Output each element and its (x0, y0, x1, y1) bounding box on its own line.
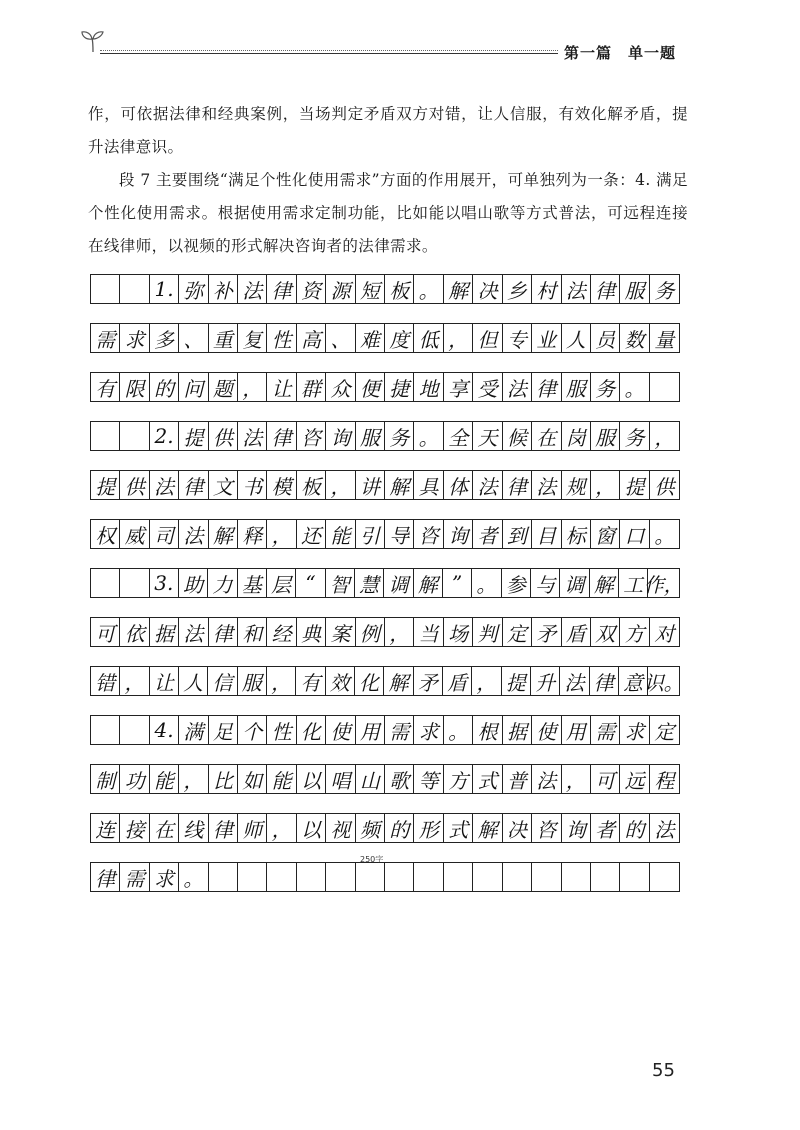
header-rule (100, 53, 558, 54)
grid-cell: ” (443, 569, 472, 597)
grid-cell: 能 (326, 520, 355, 548)
grid-cell: 师 (238, 814, 267, 842)
grid-cell: 解 (384, 667, 413, 695)
grid-cell: 律 (532, 373, 561, 401)
grid-cell: 需 (385, 716, 414, 744)
grid-cell: 远 (620, 765, 649, 793)
grid-cell: 咨 (297, 422, 326, 450)
grid-cell: 使 (326, 716, 355, 744)
grid-cell: 人 (562, 324, 591, 352)
grid-cell: 判 (473, 618, 502, 646)
grid-cell: 量 (654, 327, 675, 352)
grid-cell: 频 (356, 814, 385, 842)
grid-cell: ， (267, 667, 296, 695)
grid-cell: 律 (590, 667, 619, 695)
grid-cell: 难 (356, 324, 385, 352)
grid-cell: 服 (620, 275, 649, 303)
grid-row (90, 372, 680, 402)
grid-cell (356, 863, 385, 891)
grid-row (90, 764, 680, 794)
grid-cell: 律 (179, 471, 208, 499)
grid-cell: 提 (179, 422, 208, 450)
grid-cell (91, 422, 120, 450)
grid-cell: 例 (356, 618, 385, 646)
grid-cell: 。 (620, 373, 649, 401)
grid-row (90, 519, 680, 549)
grid-cell: 效 (326, 667, 355, 695)
grid-cell: 供 (654, 474, 675, 499)
grid-cell: 岗 (562, 422, 591, 450)
grid-cell: 板 (297, 471, 326, 499)
grid-cell (503, 863, 532, 891)
grid-row (90, 617, 680, 647)
grid-cell: 文 (209, 471, 238, 499)
grid-cell: “ (296, 569, 325, 597)
grid-cell: 务 (385, 422, 414, 450)
grid-cell: 求 (120, 324, 149, 352)
paragraph-2: 段 7 主要围绕“满足个性化使用需求”方面的作用展开，可单独列为一条：4. 满足个性化使用需求。根据使用需求定制功能，比如能以唱山歌等方式普法，可远程连接在线律师，以视频的形式解决咨询者的法律需求。 (88, 171, 688, 255)
grid-cell: 询 (326, 422, 355, 450)
grid-cell: 务 (620, 422, 649, 450)
grid-cell: 服 (562, 373, 591, 401)
grid-cell: 模 (267, 471, 296, 499)
grid-cell: 需 (91, 324, 120, 352)
grid-cell: 能 (267, 765, 296, 793)
grid-cell: 司 (150, 520, 179, 548)
grid-cell: 调 (560, 569, 589, 597)
grid-cell (650, 863, 679, 891)
grid-cell (473, 863, 502, 891)
grid-cell: 双 (591, 618, 620, 646)
grid-cell: 普 (503, 765, 532, 793)
grid-cell: 法 (473, 471, 502, 499)
grid-cell: 矛 (532, 618, 561, 646)
grid-cell: 威 (120, 520, 149, 548)
grid-cell: 据 (150, 618, 179, 646)
grid-row (90, 568, 684, 598)
header-dotted-rule (100, 50, 558, 51)
grid-cell: 与 (531, 569, 560, 597)
grid-cell: ， (238, 373, 267, 401)
grid-cell: 员 (591, 324, 620, 352)
grid-cell: 律 (267, 275, 296, 303)
grid-row (90, 274, 680, 304)
grid-cell: 口 (620, 520, 649, 548)
grid-cell: 等 (414, 765, 443, 793)
grid-cell: 求 (620, 716, 649, 744)
grid-cell: 1. (150, 275, 179, 303)
grid-cell: 场 (444, 618, 473, 646)
grid-cell: 律 (209, 618, 238, 646)
grid-cell: 化 (355, 667, 384, 695)
grid-cell: 业 (532, 324, 561, 352)
grid-cell: 。 (414, 422, 443, 450)
grid-cell (238, 863, 267, 891)
grid-cell: 基 (238, 569, 267, 597)
grid-cell (444, 863, 473, 891)
grid-cell: 以 (297, 765, 326, 793)
grid-cell: 法 (179, 618, 208, 646)
grid-cell: 式 (473, 765, 502, 793)
grid-cell: 全 (444, 422, 473, 450)
grid-row (90, 813, 680, 843)
grid-cell: 2. (150, 422, 179, 450)
grid-cell: 享 (444, 373, 473, 401)
grid-cell: 根 (473, 716, 502, 744)
grid-cell (91, 275, 120, 303)
grid-cell: 能 (150, 765, 179, 793)
grid-cell: ， (326, 471, 355, 499)
grid-cell: 据 (503, 716, 532, 744)
grid-cell: 多 (150, 324, 179, 352)
grid-cell: 歌 (385, 765, 414, 793)
grid-cell: 目 (532, 520, 561, 548)
grid-cell: 信 (208, 667, 237, 695)
grid-cell: 供 (120, 471, 149, 499)
grid-cell (91, 569, 120, 597)
grid-cell: 助 (179, 569, 208, 597)
grid-cell: 地 (414, 373, 443, 401)
grid-cell: 板 (385, 275, 414, 303)
grid-row (90, 715, 680, 745)
grid-cell: 低 (414, 324, 443, 352)
grid-cell: 需 (591, 716, 620, 744)
grid-cell: 定 (503, 618, 532, 646)
grid-cell: 法 (503, 373, 532, 401)
grid-cell: 升 (531, 667, 560, 695)
grid-cell: 决 (503, 814, 532, 842)
grid-cell: ， (654, 425, 675, 450)
grid-cell: 可 (91, 618, 120, 646)
grid-cell: 权 (91, 520, 120, 548)
grid-row (90, 862, 680, 892)
grid-cell: 资 (297, 275, 326, 303)
grid-cell: 解 (590, 569, 619, 597)
grid-cell: 式 (444, 814, 473, 842)
grid-cell: 解 (444, 275, 473, 303)
grid-cell: 如 (238, 765, 267, 793)
grid-cell: 村 (532, 275, 561, 303)
grid-cell: 供 (209, 422, 238, 450)
grid-cell: 的 (385, 814, 414, 842)
grid-cell: 使 (532, 716, 561, 744)
grid-cell (120, 422, 149, 450)
grid-cell: 线 (179, 814, 208, 842)
grid-cell: 到 (503, 520, 532, 548)
grid-cell: ， (562, 765, 591, 793)
grid-cell: 视 (326, 814, 355, 842)
grid-cell: 复 (238, 324, 267, 352)
grid-cell: ， (591, 471, 620, 499)
grid-cell: 方 (620, 618, 649, 646)
grid-cell: 化 (297, 716, 326, 744)
grid-cell: 律 (591, 275, 620, 303)
grid-cell: 法 (238, 422, 267, 450)
grid-cell: 性 (267, 716, 296, 744)
grid-cell: 律 (209, 814, 238, 842)
grid-cell: 源 (326, 275, 355, 303)
grid-cell: 形 (414, 814, 443, 842)
grid-cell: 用 (356, 716, 385, 744)
grid-cell: 众 (326, 373, 355, 401)
grid-cell: ， (472, 667, 501, 695)
grid-cell: 数 (620, 324, 649, 352)
grid-cell: 以 (297, 814, 326, 842)
grid-cell: 提 (502, 667, 531, 695)
grid-cell (591, 863, 620, 891)
grid-cell: ， (267, 520, 296, 548)
grid-cell: 高 (297, 324, 326, 352)
grid-cell: 询 (562, 814, 591, 842)
grid-cell: 天 (473, 422, 502, 450)
grid-cell: 。 (654, 523, 675, 548)
grid-cell: 在 (150, 814, 179, 842)
grid-cell: 求 (150, 863, 179, 891)
grid-cell: ， (179, 765, 208, 793)
grid-cell: ， (444, 324, 473, 352)
grid-cell: 慧 (355, 569, 384, 597)
page-number: 55 (652, 1060, 675, 1081)
grid-cell: 。 (179, 863, 208, 891)
grid-cell: 决 (473, 275, 502, 303)
grid-cell: 还 (297, 520, 326, 548)
grid-cell: 典 (297, 618, 326, 646)
grid-row (90, 421, 680, 451)
grid-cell (650, 373, 679, 401)
grid-cell: 捷 (385, 373, 414, 401)
grid-cell: 制 (91, 765, 120, 793)
grid-cell: 咨 (414, 520, 443, 548)
grid-cell: 律 (503, 471, 532, 499)
grid-cell: 工 (619, 569, 648, 597)
grid-cell (385, 863, 414, 891)
grid-cell: 讲 (356, 471, 385, 499)
grid-cell: 可 (591, 765, 620, 793)
grid-cell: 者 (591, 814, 620, 842)
grid-cell: 乡 (503, 275, 532, 303)
grid-cell (297, 863, 326, 891)
answer-grid (90, 274, 684, 911)
grid-cell: 解 (473, 814, 502, 842)
grid-cell: 唱 (326, 765, 355, 793)
grid-cell: 、 (179, 324, 208, 352)
grid-cell: 个 (238, 716, 267, 744)
grid-cell: 作， (643, 572, 684, 597)
grid-cell: 律 (267, 422, 296, 450)
grid-cell: 依 (120, 618, 149, 646)
grid-cell (326, 863, 355, 891)
grid-cell: 。 (414, 275, 443, 303)
grid-cell: 便 (356, 373, 385, 401)
grid-cell (532, 863, 561, 891)
grid-cell: 当 (414, 618, 443, 646)
grid-cell: 法 (179, 520, 208, 548)
grid-cell: 。 (444, 716, 473, 744)
grid-cell: 满 (179, 716, 208, 744)
grid-cell (267, 863, 296, 891)
grid-cell: 层 (267, 569, 296, 597)
grid-cell: 律 (91, 863, 120, 891)
grid-cell: 参 (502, 569, 531, 597)
grid-cell: 。 (472, 569, 501, 597)
grid-cell: 识。 (643, 670, 684, 695)
grid-cell: 用 (562, 716, 591, 744)
grid-cell: 提 (91, 471, 120, 499)
grid-cell: 务 (654, 278, 675, 303)
grid-cell: 接 (120, 814, 149, 842)
grid-cell: 补 (209, 275, 238, 303)
grid-cell: 案 (326, 618, 355, 646)
grid-cell: 性 (267, 324, 296, 352)
grid-cell: 盾 (443, 667, 472, 695)
grid-cell: 提 (620, 471, 649, 499)
grid-cell: 问 (179, 373, 208, 401)
grid-cell: 人 (179, 667, 208, 695)
grid-cell: 弥 (179, 275, 208, 303)
grid-cell: 服 (591, 422, 620, 450)
grid-cell (414, 863, 443, 891)
grid-cell: 力 (208, 569, 237, 597)
grid-cell: 群 (297, 373, 326, 401)
grid-cell: 、 (326, 324, 355, 352)
grid-cell: 求 (414, 716, 443, 744)
grid-cell: 体 (444, 471, 473, 499)
grid-cell: 具 (414, 471, 443, 499)
grid-cell: 连 (91, 814, 120, 842)
grid-cell: 短 (356, 275, 385, 303)
grid-cell: 和 (238, 618, 267, 646)
grid-cell: 需 (120, 863, 149, 891)
grid-cell (562, 863, 591, 891)
grid-cell: 山 (356, 765, 385, 793)
grid-cell: 法 (532, 765, 561, 793)
grid-cell: 的 (620, 814, 649, 842)
grid-cell: 法 (562, 275, 591, 303)
grid-cell: 智 (326, 569, 355, 597)
grid-cell: 受 (473, 373, 502, 401)
grid-cell: 释 (238, 520, 267, 548)
grid-cell: 解 (414, 569, 443, 597)
grid-cell: 方 (444, 765, 473, 793)
grid-cell: 经 (267, 618, 296, 646)
grid-cell: 法 (654, 817, 675, 842)
grid-cell: 的 (150, 373, 179, 401)
grid-cell: 3. (150, 569, 179, 597)
grid-cell: 窗 (591, 520, 620, 548)
grid-cell: 重 (209, 324, 238, 352)
grid-cell: 法 (238, 275, 267, 303)
grid-cell (91, 716, 120, 744)
header-title: 第一篇 单一题 (564, 44, 677, 62)
word-count-marker: 250字 (360, 855, 384, 864)
grid-cell: 矛 (414, 667, 443, 695)
grid-cell: ， (385, 618, 414, 646)
grid-cell: 定 (654, 719, 675, 744)
grid-cell: 务 (591, 373, 620, 401)
grid-cell: 标 (562, 520, 591, 548)
grid-cell: 服 (238, 667, 267, 695)
grid-cell: ， (120, 667, 149, 695)
grid-cell (120, 569, 149, 597)
grid-cell: ， (267, 814, 296, 842)
grid-cell: 错 (91, 667, 120, 695)
grid-cell: 咨 (532, 814, 561, 842)
grid-cell: 4. (150, 716, 179, 744)
grid-cell: 足 (209, 716, 238, 744)
grid-row (90, 666, 684, 696)
grid-cell: 让 (150, 667, 179, 695)
grid-cell: 比 (209, 765, 238, 793)
grid-cell: 解 (209, 520, 238, 548)
grid-cell: 限 (120, 373, 149, 401)
grid-cell: 有 (296, 667, 325, 695)
grid-cell: 法 (150, 471, 179, 499)
grid-row (90, 470, 680, 500)
grid-cell: 意 (619, 667, 648, 695)
grid-cell (620, 863, 649, 891)
grid-cell: 导 (385, 520, 414, 548)
paragraph-1: 作，可依据法律和经典案例，当场判定矛盾双方对错，让人信服，有效化解矛盾，提升法律意识。 (88, 105, 688, 156)
grid-cell (120, 275, 149, 303)
grid-cell: 调 (384, 569, 413, 597)
grid-cell: 引 (356, 520, 385, 548)
grid-cell (120, 716, 149, 744)
grid-cell (209, 863, 238, 891)
grid-cell: 度 (385, 324, 414, 352)
grid-row (90, 323, 680, 353)
grid-cell: 专 (503, 324, 532, 352)
grid-cell: 让 (267, 373, 296, 401)
grid-cell: 书 (238, 471, 267, 499)
grid-cell: 在 (532, 422, 561, 450)
grid-cell: 题 (209, 373, 238, 401)
grid-cell: 候 (503, 422, 532, 450)
grid-cell: 服 (356, 422, 385, 450)
grid-cell: 但 (473, 324, 502, 352)
grid-cell: 者 (473, 520, 502, 548)
grid-cell: 解 (385, 471, 414, 499)
grid-cell: 法 (532, 471, 561, 499)
grid-cell: 询 (444, 520, 473, 548)
grid-cell: 规 (562, 471, 591, 499)
grid-cell: 盾 (562, 618, 591, 646)
grid-cell: 程 (654, 768, 675, 793)
grid-cell: 功 (120, 765, 149, 793)
grid-cell: 法 (560, 667, 589, 695)
grid-cell: 对 (654, 621, 675, 646)
grid-cell: 有 (91, 373, 120, 401)
